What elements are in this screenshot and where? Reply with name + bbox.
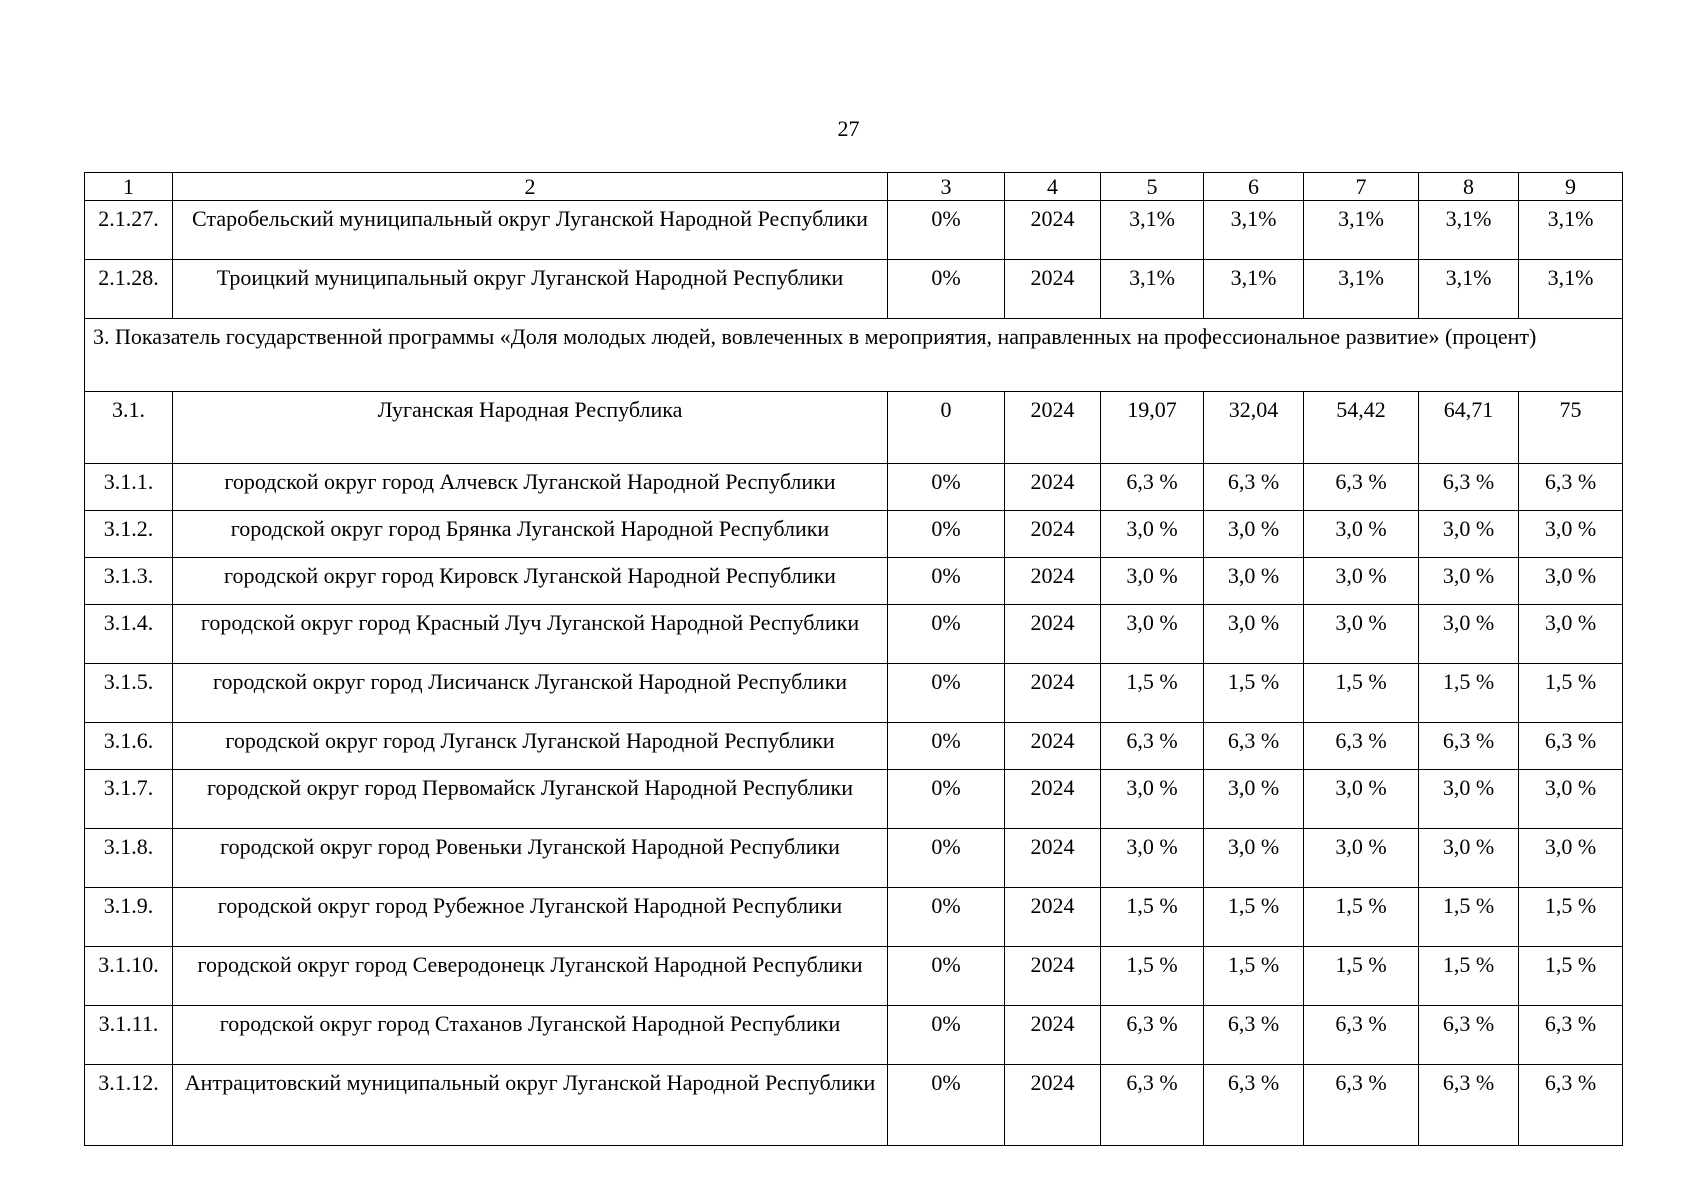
row-code: 3.1.	[85, 392, 173, 464]
target-value: 1,5 %	[1519, 888, 1623, 947]
target-value: 1,5 %	[1101, 888, 1204, 947]
target-value: 6,3 %	[1519, 1065, 1623, 1146]
target-value: 3,0 %	[1519, 558, 1623, 605]
target-value: 6,3 %	[1204, 1065, 1304, 1146]
territory-name: городской округ город Стаханов Луганской Народной Республики	[173, 1006, 888, 1065]
target-value: 6,3 %	[1419, 723, 1519, 770]
target-value: 6,3 %	[1304, 1006, 1419, 1065]
territory-name: Антрацитовский муниципальный округ Луганской Народной Республики	[173, 1065, 888, 1146]
target-value: 3,0 %	[1304, 829, 1419, 888]
territory-name: городской округ город Луганск Луганской Народной Республики	[173, 723, 888, 770]
base-year: 2024	[1005, 723, 1101, 770]
target-value: 3,0 %	[1101, 605, 1204, 664]
territory-name: городской округ город Ровеньки Луганской Народной Республики	[173, 829, 888, 888]
row-code: 2.1.28.	[85, 260, 173, 319]
base-value: 0%	[888, 511, 1005, 558]
target-value: 3,0 %	[1304, 511, 1419, 558]
column-number: 6	[1204, 173, 1304, 201]
table-row	[85, 511, 1623, 558]
base-value: 0	[888, 392, 1005, 464]
target-value: 1,5 %	[1204, 664, 1304, 723]
target-value: 3,0 %	[1204, 511, 1304, 558]
base-value: 0%	[888, 723, 1005, 770]
row-code: 3.1.1.	[85, 464, 173, 511]
base-year: 2024	[1005, 558, 1101, 605]
row-code: 2.1.27.	[85, 201, 173, 260]
target-value: 6,3 %	[1519, 464, 1623, 511]
row-code: 3.1.12.	[85, 1065, 173, 1146]
base-value: 0%	[888, 888, 1005, 947]
base-value: 0%	[888, 464, 1005, 511]
target-value: 1,5 %	[1204, 947, 1304, 1006]
row-code: 3.1.3.	[85, 558, 173, 605]
base-year: 2024	[1005, 947, 1101, 1006]
territory-name: Троицкий муниципальный округ Луганской Народной Республики	[173, 260, 888, 319]
table-row	[85, 888, 1623, 947]
base-value: 0%	[888, 947, 1005, 1006]
target-value: 3,0 %	[1419, 511, 1519, 558]
target-value: 3,1%	[1304, 260, 1419, 319]
target-value: 3,1%	[1101, 260, 1204, 319]
base-year: 2024	[1005, 770, 1101, 829]
column-number: 7	[1304, 173, 1419, 201]
target-value: 3,0 %	[1204, 829, 1304, 888]
target-value: 1,5 %	[1101, 664, 1204, 723]
base-year: 2024	[1005, 392, 1101, 464]
base-value: 0%	[888, 201, 1005, 260]
table-row	[85, 1065, 1623, 1146]
target-value: 6,3 %	[1204, 723, 1304, 770]
column-number-row	[85, 173, 1623, 201]
row-code: 3.1.5.	[85, 664, 173, 723]
base-year: 2024	[1005, 888, 1101, 947]
base-year: 2024	[1005, 201, 1101, 260]
section-title: 3. Показатель государственной программы «Доля молодых людей, вовлеченных в мероприятия, направленных на профессиональное развитие» (процент)	[85, 319, 1623, 392]
table-row	[85, 770, 1623, 829]
target-value: 3,0 %	[1204, 605, 1304, 664]
table-row	[85, 260, 1623, 319]
base-value: 0%	[888, 1006, 1005, 1065]
target-value: 3,0 %	[1419, 558, 1519, 605]
target-value: 3,0 %	[1204, 558, 1304, 605]
target-value: 3,1%	[1519, 201, 1623, 260]
target-value: 6,3 %	[1304, 1065, 1419, 1146]
target-value: 6,3 %	[1519, 723, 1623, 770]
target-value: 3,0 %	[1519, 511, 1623, 558]
target-value: 3,1%	[1304, 201, 1419, 260]
target-value: 6,3 %	[1204, 1006, 1304, 1065]
base-value: 0%	[888, 605, 1005, 664]
base-value: 0%	[888, 1065, 1005, 1146]
base-value: 0%	[888, 260, 1005, 319]
target-value: 3,0 %	[1419, 770, 1519, 829]
section-row	[85, 319, 1623, 392]
target-value: 6,3 %	[1419, 1006, 1519, 1065]
table-row	[85, 829, 1623, 888]
target-value: 3,0 %	[1304, 770, 1419, 829]
row-code: 3.1.6.	[85, 723, 173, 770]
target-value: 6,3 %	[1304, 723, 1419, 770]
target-value: 6,3 %	[1419, 1065, 1519, 1146]
target-value: 6,3 %	[1101, 464, 1204, 511]
territory-name: городской округ город Алчевск Луганской Народной Республики	[173, 464, 888, 511]
territory-name: городской округ город Кировск Луганской Народной Республики	[173, 558, 888, 605]
row-code: 3.1.2.	[85, 511, 173, 558]
target-value: 3,1%	[1419, 260, 1519, 319]
column-number: 9	[1519, 173, 1623, 201]
table-row-total	[85, 392, 1623, 464]
base-year: 2024	[1005, 511, 1101, 558]
row-code: 3.1.4.	[85, 605, 173, 664]
target-value: 3,1%	[1204, 201, 1304, 260]
base-value: 0%	[888, 829, 1005, 888]
territory-name: Луганская Народная Республика	[173, 392, 888, 464]
column-number: 4	[1005, 173, 1101, 201]
base-year: 2024	[1005, 1006, 1101, 1065]
territory-name: городской округ город Первомайск Луганской Народной Республики	[173, 770, 888, 829]
table-row	[85, 558, 1623, 605]
territory-name: Старобельский муниципальный округ Луганской Народной Республики	[173, 201, 888, 260]
target-value: 1,5 %	[1519, 664, 1623, 723]
table-row	[85, 1006, 1623, 1065]
target-value: 1,5 %	[1204, 888, 1304, 947]
target-value: 3,0 %	[1519, 770, 1623, 829]
row-code: 3.1.7.	[85, 770, 173, 829]
target-value: 3,1%	[1419, 201, 1519, 260]
table-row	[85, 464, 1623, 511]
target-value: 1,5 %	[1101, 947, 1204, 1006]
column-number: 1	[85, 173, 173, 201]
table-row	[85, 947, 1623, 1006]
target-value: 3,1%	[1204, 260, 1304, 319]
target-value: 32,04	[1204, 392, 1304, 464]
target-value: 3,0 %	[1304, 605, 1419, 664]
territory-name: городской округ город Северодонецк Луганской Народной Республики	[173, 947, 888, 1006]
row-code: 3.1.10.	[85, 947, 173, 1006]
target-value: 3,0 %	[1419, 829, 1519, 888]
base-value: 0%	[888, 770, 1005, 829]
target-value: 3,1%	[1519, 260, 1623, 319]
target-value: 1,5 %	[1304, 888, 1419, 947]
base-year: 2024	[1005, 829, 1101, 888]
target-value: 3,0 %	[1519, 605, 1623, 664]
base-year: 2024	[1005, 260, 1101, 319]
base-year: 2024	[1005, 464, 1101, 511]
target-value: 6,3 %	[1519, 1006, 1623, 1065]
target-value: 1,5 %	[1419, 947, 1519, 1006]
territory-name: городской округ город Красный Луч Луганской Народной Республики	[173, 605, 888, 664]
target-value: 3,0 %	[1101, 511, 1204, 558]
column-number: 5	[1101, 173, 1204, 201]
target-value: 6,3 %	[1101, 723, 1204, 770]
target-value: 54,42	[1304, 392, 1419, 464]
territory-name: городской округ город Рубежное Луганской Народной Республики	[173, 888, 888, 947]
indicator-table	[84, 172, 1623, 1146]
target-value: 3,0 %	[1304, 558, 1419, 605]
target-value: 1,5 %	[1304, 947, 1419, 1006]
column-number: 8	[1419, 173, 1519, 201]
target-value: 3,0 %	[1204, 770, 1304, 829]
target-value: 6,3 %	[1204, 464, 1304, 511]
table-row	[85, 201, 1623, 260]
target-value: 3,0 %	[1519, 829, 1623, 888]
column-number: 3	[888, 173, 1005, 201]
base-year: 2024	[1005, 664, 1101, 723]
table-row	[85, 605, 1623, 664]
page-number: 27	[837, 116, 860, 141]
target-value: 3,1%	[1101, 201, 1204, 260]
target-value: 1,5 %	[1419, 664, 1519, 723]
target-value: 3,0 %	[1101, 829, 1204, 888]
target-value: 64,71	[1419, 392, 1519, 464]
base-value: 0%	[888, 558, 1005, 605]
row-code: 3.1.11.	[85, 1006, 173, 1065]
base-value: 0%	[888, 664, 1005, 723]
target-value: 1,5 %	[1304, 664, 1419, 723]
column-number: 2	[173, 173, 888, 201]
territory-name: городской округ город Лисичанск Луганской Народной Республики	[173, 664, 888, 723]
target-value: 3,0 %	[1419, 605, 1519, 664]
target-value: 75	[1519, 392, 1623, 464]
target-value: 6,3 %	[1419, 464, 1519, 511]
base-year: 2024	[1005, 605, 1101, 664]
target-value: 3,0 %	[1101, 770, 1204, 829]
target-value: 6,3 %	[1304, 464, 1419, 511]
target-value: 3,0 %	[1101, 558, 1204, 605]
base-year: 2024	[1005, 1065, 1101, 1146]
row-code: 3.1.9.	[85, 888, 173, 947]
table-row	[85, 723, 1623, 770]
row-code: 3.1.8.	[85, 829, 173, 888]
target-value: 6,3 %	[1101, 1065, 1204, 1146]
table-row	[85, 664, 1623, 723]
target-value: 1,5 %	[1519, 947, 1623, 1006]
target-value: 1,5 %	[1419, 888, 1519, 947]
target-value: 19,07	[1101, 392, 1204, 464]
territory-name: городской округ город Брянка Луганской Народной Республики	[173, 511, 888, 558]
target-value: 6,3 %	[1101, 1006, 1204, 1065]
